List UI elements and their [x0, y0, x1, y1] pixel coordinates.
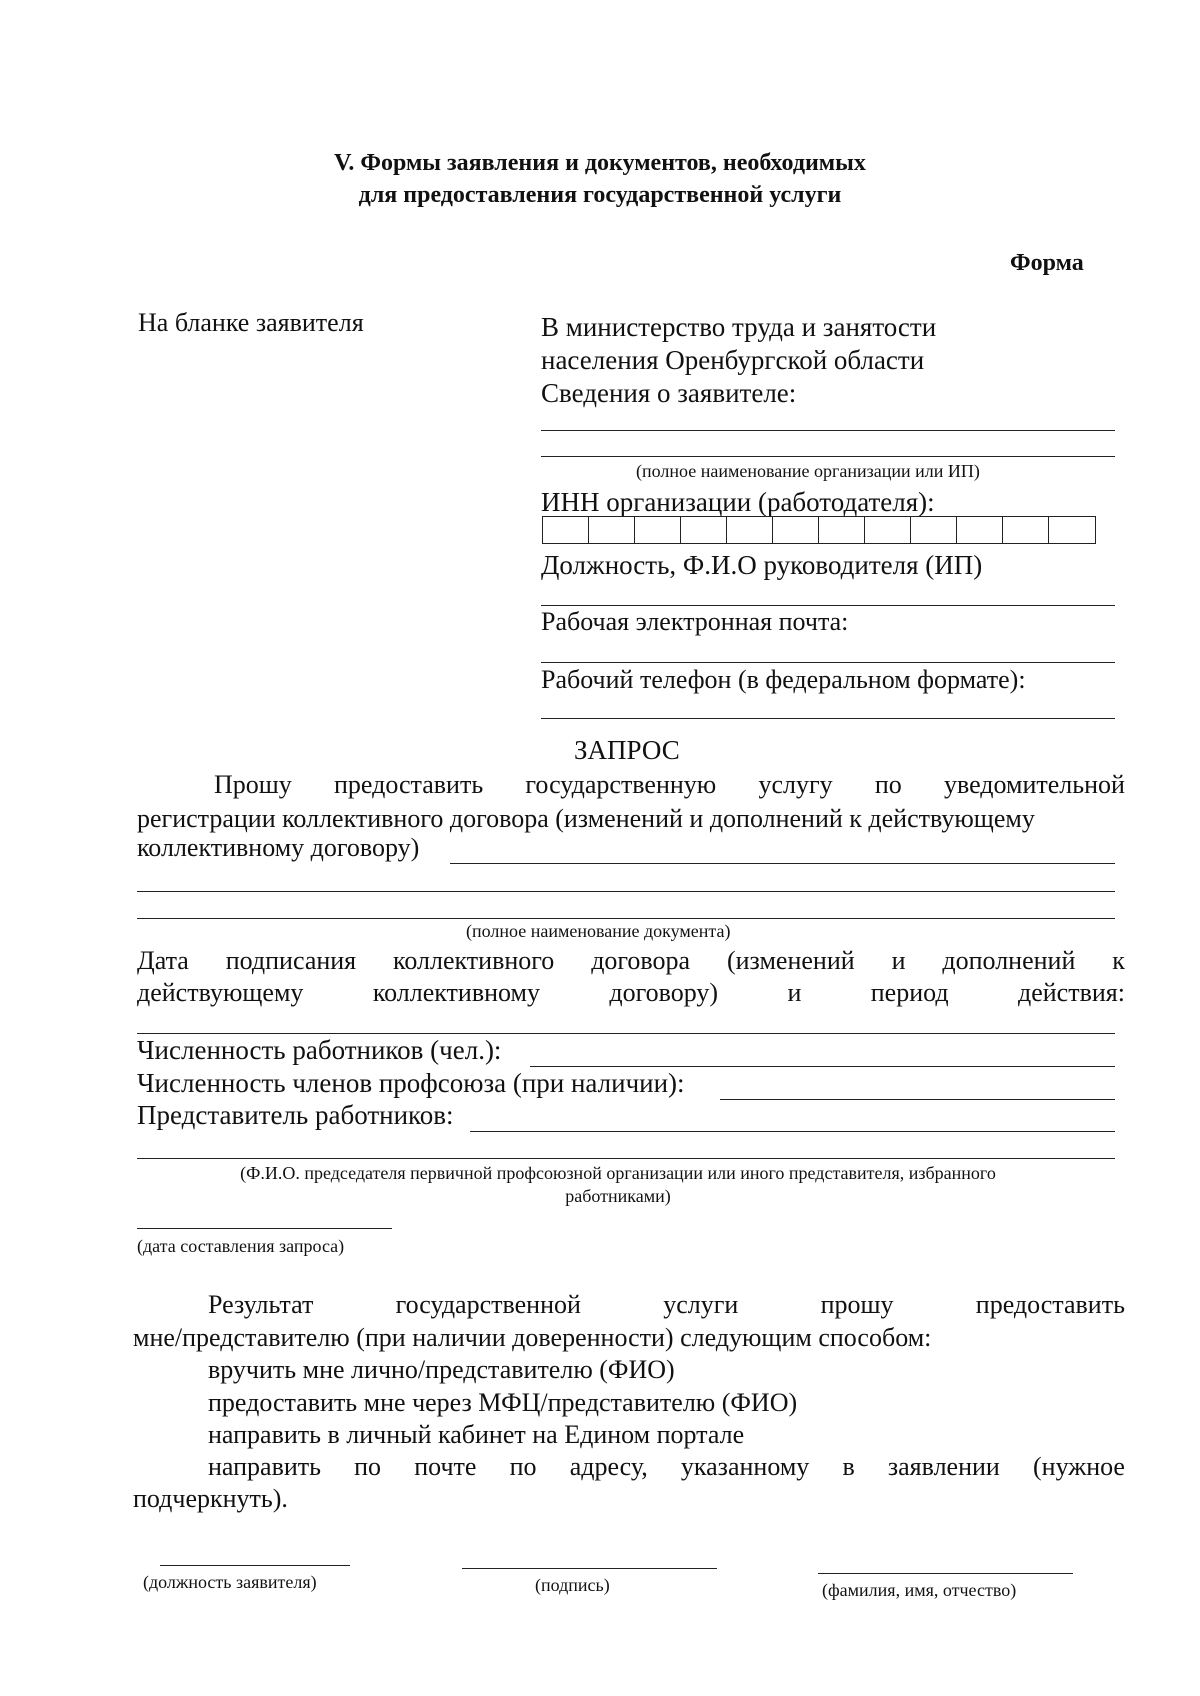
inn-digit-cell[interactable] — [773, 517, 819, 543]
signature-line[interactable] — [462, 1568, 717, 1569]
word: услуги — [663, 1290, 739, 1319]
inn-digit-cell[interactable] — [727, 517, 773, 543]
request-p1-line1 — [214, 770, 1125, 800]
word: по — [509, 1452, 537, 1481]
document-name-line-1[interactable] — [450, 863, 1115, 864]
workers-count-label: Численность работников (чел.): — [137, 1035, 502, 1065]
section-title-line2: для предоставления государственной услуги — [358, 182, 842, 208]
word: подписания — [225, 946, 357, 975]
word: Прошу — [214, 770, 292, 799]
inn-digit-cell[interactable] — [957, 517, 1003, 543]
phone-line[interactable] — [541, 718, 1115, 719]
word: указанному — [680, 1452, 810, 1481]
word: действия: — [1018, 978, 1125, 1007]
delivery-option-mfc[interactable]: предоставить мне через МФЦ/представителю (ФИО) — [208, 1388, 798, 1417]
form-label: Форма — [1010, 250, 1084, 276]
request-p1-line2: регистрации коллективного договора (изменений и дополнений к действующему — [137, 804, 1035, 833]
word: по — [354, 1452, 382, 1481]
word: заявлении — [887, 1452, 1000, 1481]
email-line[interactable] — [541, 662, 1115, 663]
delivery-option-mail-line2: подчеркнуть). — [133, 1484, 288, 1513]
word: к — [1112, 946, 1125, 975]
request-p1-line3: коллективному договору) — [137, 833, 420, 862]
word: предоставить — [975, 1290, 1125, 1319]
workers-rep-label: Представитель работников: — [137, 1100, 454, 1130]
applicant-info-label: Сведения о заявителе: — [541, 378, 797, 408]
position-line[interactable] — [160, 1565, 350, 1566]
word: дополнений — [942, 946, 1076, 975]
head-label: Должность, Ф.И.О руководителя (ИП) — [541, 550, 983, 580]
position-caption: (должность заявителя) — [143, 1572, 317, 1592]
delivery-option-mail[interactable] — [208, 1452, 1125, 1482]
full-name-caption: (фамилия, имя, отчество) — [822, 1580, 1017, 1600]
word: предоставить — [334, 770, 484, 799]
request-date-line[interactable] — [137, 1228, 392, 1229]
word: прошу — [820, 1290, 894, 1319]
email-label: Рабочая электронная почта: — [541, 607, 849, 636]
inn-digit-cell[interactable] — [681, 517, 727, 543]
date-line1 — [137, 946, 1125, 976]
word: действующему — [137, 978, 304, 1007]
inn-digit-cell[interactable] — [911, 517, 957, 543]
letterhead-note: На бланке заявителя — [138, 308, 364, 337]
word: в — [842, 1452, 855, 1481]
word: услугу — [758, 770, 833, 799]
org-name-caption: (полное наименование организации или ИП) — [636, 461, 980, 481]
word: направить — [208, 1452, 321, 1481]
word: уведомительной — [943, 770, 1125, 799]
delivery-option-in-person[interactable]: вручить мне лично/представителю (ФИО) — [208, 1355, 675, 1384]
head-name-line[interactable] — [541, 605, 1115, 606]
request-date-caption: (дата составления запроса) — [137, 1236, 345, 1256]
addressee-line2: населения Оренбургской области — [541, 345, 925, 375]
date-line2 — [137, 978, 1125, 1008]
workers-rep-caption-2: работниками) — [565, 1186, 671, 1206]
word: договора — [591, 946, 691, 975]
workers-rep-caption-1: (Ф.И.О. председателя первичной профсоюзной организации или иного представителя, избранного — [240, 1163, 996, 1183]
word: коллективному — [372, 978, 540, 1007]
word: Результат — [208, 1290, 314, 1319]
document-name-line-2[interactable] — [137, 891, 1115, 892]
document-name-caption: (полное наименование документа) — [466, 921, 731, 941]
word: по — [874, 770, 902, 799]
union-members-line[interactable] — [720, 1099, 1115, 1100]
inn-digit-cell[interactable] — [865, 517, 911, 543]
phone-label: Рабочий телефон (в федеральном формате): — [541, 665, 1026, 694]
workers-count-line[interactable] — [530, 1066, 1115, 1067]
inn-digit-cell[interactable] — [1003, 517, 1049, 543]
org-name-line-1[interactable] — [541, 430, 1115, 431]
signing-date-period-line[interactable] — [137, 1033, 1115, 1034]
section-title-line1: V. Формы заявления и документов, необходимых — [334, 150, 866, 176]
word: и — [787, 978, 802, 1007]
delivery-option-portal[interactable]: направить в личный кабинет на Едином портале — [208, 1420, 745, 1449]
word: (нужное — [1033, 1452, 1125, 1481]
org-name-line-2[interactable] — [541, 456, 1115, 457]
result-line1 — [208, 1290, 1125, 1320]
word: государственную — [525, 770, 717, 799]
document-name-line-3[interactable] — [137, 918, 1115, 919]
request-title: ЗАПРОС — [574, 735, 680, 765]
union-members-label: Численность членов профсоюза (при наличии): — [137, 1068, 685, 1098]
workers-rep-line-1[interactable] — [470, 1131, 1115, 1132]
signature-caption: (подпись) — [535, 1575, 610, 1595]
word: коллективного — [393, 946, 555, 975]
word: Дата — [137, 946, 189, 975]
word: и — [891, 946, 906, 975]
word: договору) — [609, 978, 719, 1007]
workers-rep-line-2[interactable] — [137, 1158, 1115, 1159]
word: период — [870, 978, 949, 1007]
word: адресу, — [569, 1452, 648, 1481]
full-name-line[interactable] — [818, 1573, 1073, 1574]
inn-label: ИНН организации (работодателя): — [541, 487, 935, 517]
result-line2: мне/представителю (при наличии доверенности) следующим способом: — [133, 1323, 932, 1352]
inn-input-grid[interactable] — [542, 516, 1096, 544]
inn-digit-cell[interactable] — [1049, 517, 1095, 543]
inn-digit-cell[interactable] — [819, 517, 865, 543]
addressee-line1: В министерство труда и занятости — [541, 312, 937, 342]
inn-digit-cell[interactable] — [589, 517, 635, 543]
word: государственной — [395, 1290, 581, 1319]
inn-digit-cell[interactable] — [543, 517, 589, 543]
word: (изменений — [726, 946, 855, 975]
word: почте — [414, 1452, 477, 1481]
inn-digit-cell[interactable] — [635, 517, 681, 543]
